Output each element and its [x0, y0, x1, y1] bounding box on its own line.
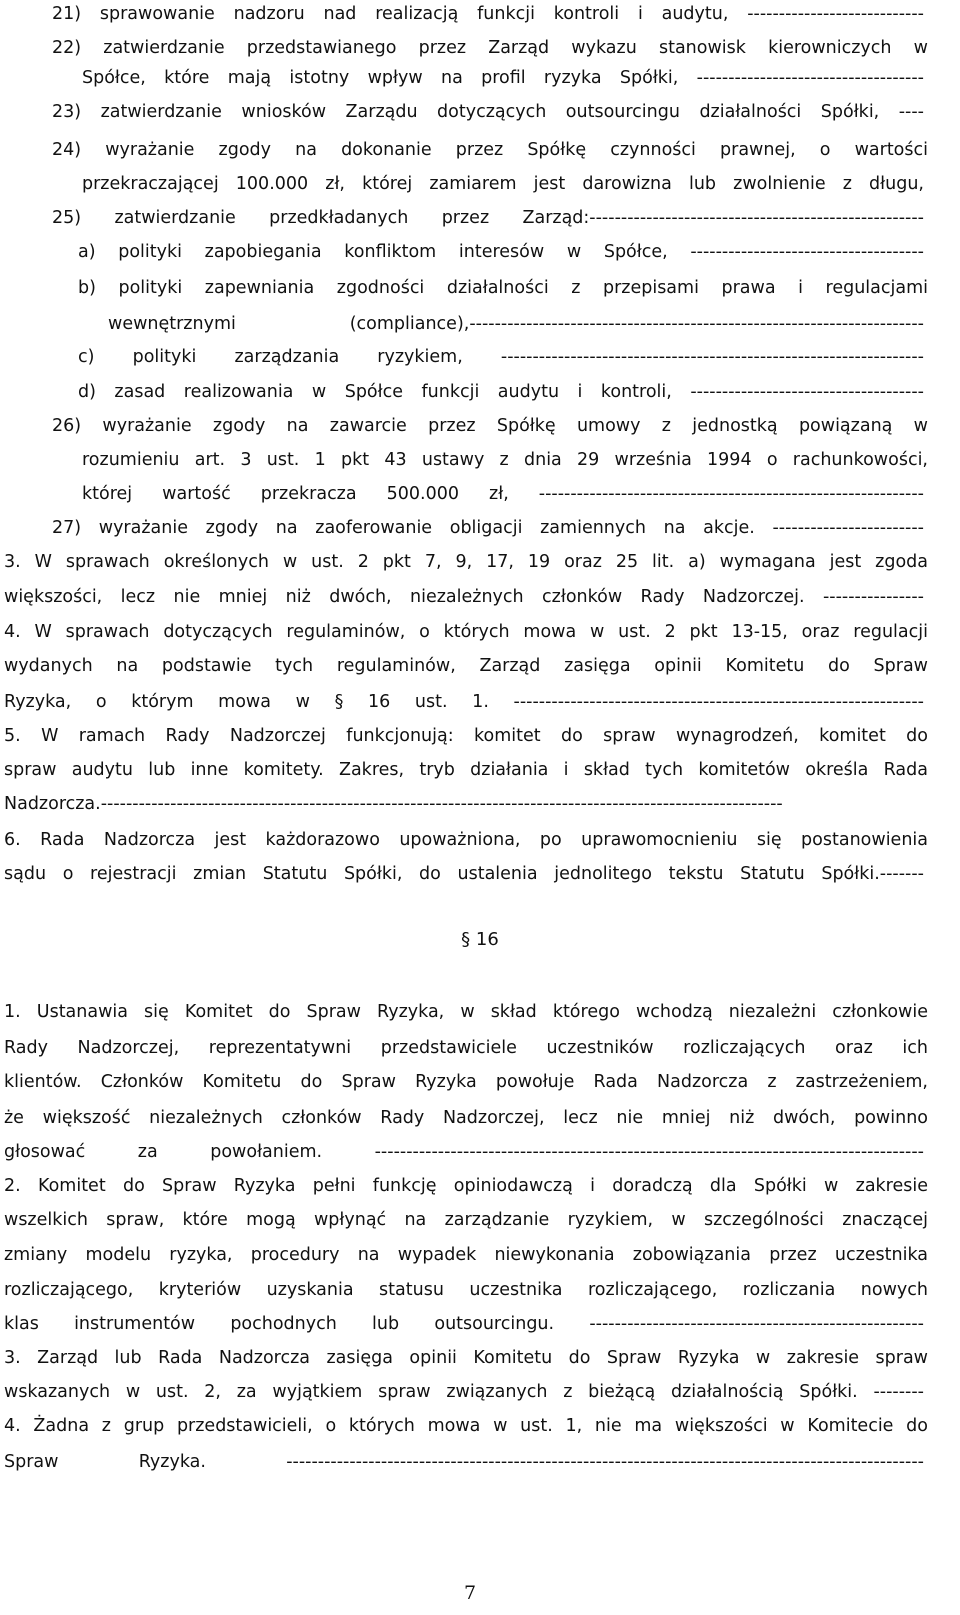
- text-line: sądu o rejestracji zmian Statutu Spółki, do ustalenia jednolitego tekstu Statutu Spółki.-------: [4, 864, 924, 884]
- text-line: Spraw Ryzyka. -----------------------------------------------------------------------------------------------------: [4, 1452, 924, 1472]
- text-line: d) zasad realizowania w Spółce funkcji audytu i kontroli, -------------------------------------: [78, 382, 924, 402]
- text-line: głosować za powołaniem. ---------------------------------------------------------------------------------------: [4, 1142, 924, 1162]
- text-line: klientów. Członków Komitetu do Spraw Ryzyka powołuje Rada Nadzorcza z zastrzeżeniem,: [4, 1072, 928, 1092]
- text-line: 5. W ramach Rady Nadzorczej funkcjonują: komitet do spraw wynagrodzeń, komitet do: [4, 726, 928, 746]
- text-line: Nadzorcza.------------------------------------------------------------------------------------------------------------: [4, 794, 783, 814]
- text-line: 6. Rada Nadzorcza jest każdorazowo upoważniona, po uprawomocnieniu się postanowienia: [4, 830, 928, 850]
- section-heading: § 16: [461, 929, 499, 950]
- text-line: wydanych na podstawie tych regulaminów, Zarząd zasięga opinii Komitetu do Spraw: [4, 656, 928, 676]
- text-line: 2. Komitet do Spraw Ryzyka pełni funkcję opiniodawczą i doradczą dla Spółki w zakresie: [4, 1176, 928, 1196]
- text-line: 3. W sprawach określonych w ust. 2 pkt 7, 9, 17, 19 oraz 25 lit. a) wymagana jest zgoda: [4, 552, 928, 572]
- text-line: Spółce, które mają istotny wpływ na profil ryzyka Spółki, ------------------------------------: [82, 68, 924, 88]
- text-line: b) polityki zapewniania zgodności działalności z przepisami prawa i regulacjami: [78, 278, 928, 298]
- text-line: 26) wyrażanie zgody na zawarcie przez Spółkę umowy z jednostką powiązaną w: [52, 416, 928, 436]
- text-line: większości, lecz nie mniej niż dwóch, niezależnych członków Rady Nadzorczej. ----------------: [4, 587, 924, 607]
- text-line: zmiany modelu ryzyka, procedury na wypadek niewykonania zobowiązania przez uczestnika: [4, 1245, 928, 1265]
- text-line: spraw audytu lub inne komitety. Zakres, tryb działania i skład tych komitetów określa Rada: [4, 760, 928, 780]
- text-line: 25) zatwierdzanie przedkładanych przez Zarząd:-----------------------------------------------------: [52, 208, 924, 228]
- text-line: 4. W sprawach dotyczących regulaminów, o których mowa w ust. 2 pkt 13-15, oraz regulacji: [4, 622, 928, 642]
- text-line: rozumieniu art. 3 ust. 1 pkt 43 ustawy z dnia 29 września 1994 o rachunkowości,: [82, 450, 928, 470]
- text-line: przekraczającej 100.000 zł, której zamiarem jest darowizna lub zwolnienie z długu,: [82, 174, 924, 194]
- text-line: rozliczającego, kryteriów uzyskania statusu uczestnika rozliczającego, rozliczania nowych: [4, 1280, 928, 1300]
- text-line: Ryzyka, o którym mowa w § 16 ust. 1. -----------------------------------------------------------------: [4, 692, 924, 712]
- text-line: klas instrumentów pochodnych lub outsourcingu. -----------------------------------------------------: [4, 1314, 924, 1334]
- page-number: 7: [463, 1582, 477, 1604]
- text-line: 4. Żadna z grup przedstawicieli, o których mowa w ust. 1, nie ma większości w Komitecie do: [4, 1416, 928, 1436]
- text-line: Rady Nadzorczej, reprezentatywni przedstawiciele uczestników rozliczających oraz ich: [4, 1038, 928, 1058]
- text-line: 27) wyrażanie zgody na zaoferowanie obligacji zamiennych na akcje. ------------------------: [52, 518, 924, 538]
- text-line: 24) wyrażanie zgody na dokonanie przez Spółkę czynności prawnej, o wartości: [52, 140, 928, 160]
- text-line: 3. Zarząd lub Rada Nadzorcza zasięga opinii Komitetu do Spraw Ryzyka w zakresie spraw: [4, 1348, 928, 1368]
- text-line: że większość niezależnych członków Rady Nadzorczej, lecz nie mniej niż dwóch, powinno: [4, 1108, 928, 1128]
- text-line: wewnętrznymi (compliance),------------------------------------------------------------------------: [108, 314, 924, 334]
- text-line: wszelkich spraw, które mogą wpłynąć na zarządzanie ryzykiem, w szczególności znaczącej: [4, 1210, 928, 1230]
- text-line: 1. Ustanawia się Komitet do Spraw Ryzyka, w skład którego wchodzą niezależni członkowie: [4, 1002, 928, 1022]
- text-line: c) polityki zarządzania ryzykiem, -------------------------------------------------------------------: [78, 347, 924, 367]
- text-line: 22) zatwierdzanie przedstawianego przez Zarząd wykazu stanowisk kierowniczych w: [52, 38, 928, 58]
- text-line: a) polityki zapobiegania konfliktom interesów w Spółce, -------------------------------------: [78, 242, 924, 262]
- text-line: 21) sprawowanie nadzoru nad realizacją funkcji kontroli i audytu, ----------------------------: [52, 4, 924, 24]
- text-line: 23) zatwierdzanie wniosków Zarządu dotyczących outsourcingu działalności Spółki, ----: [52, 102, 924, 122]
- text-line: której wartość przekracza 500.000 zł, -------------------------------------------------------------: [82, 484, 924, 504]
- text-line: wskazanych w ust. 2, za wyjątkiem spraw związanych z bieżącą działalnością Spółki. --------: [4, 1382, 924, 1402]
